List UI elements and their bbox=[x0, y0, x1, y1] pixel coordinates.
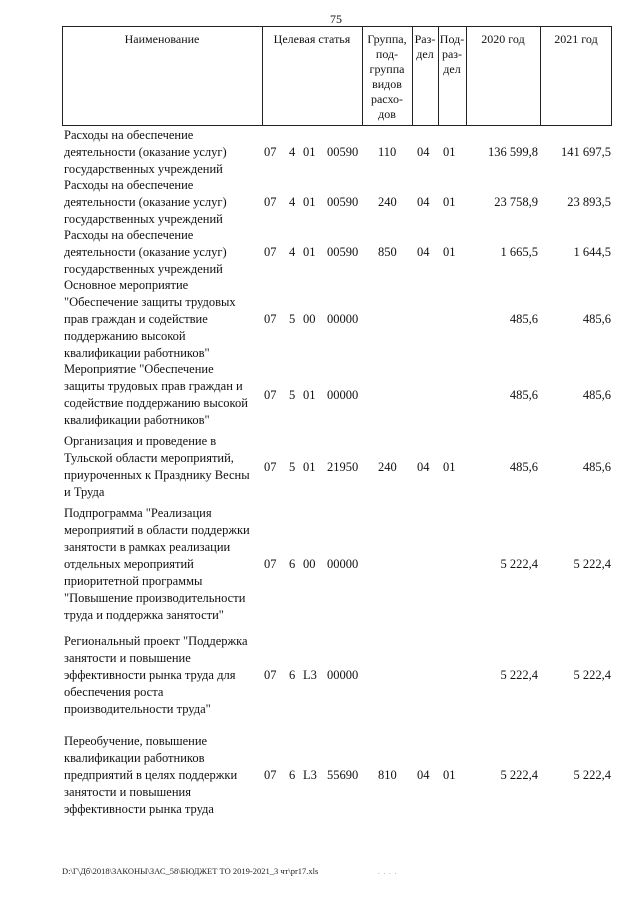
code-part-1: 07 bbox=[264, 312, 277, 326]
header-group bbox=[362, 32, 412, 122]
code-part-1: 07 bbox=[264, 195, 277, 209]
row-name bbox=[64, 277, 264, 362]
row-name bbox=[64, 505, 264, 624]
table-row bbox=[0, 177, 640, 228]
row-name-line: Расходы на обеспечение bbox=[64, 128, 194, 142]
section: 04 bbox=[417, 460, 430, 474]
row-name-line: отдельных мероприятий bbox=[64, 557, 194, 571]
row-name-line: Расходы на обеспечение bbox=[64, 228, 194, 242]
value-2020: 5 222,4 bbox=[500, 557, 538, 571]
expense-group: 240 bbox=[378, 195, 397, 209]
header-2020: 2020 год bbox=[481, 32, 525, 46]
subsection: 01 bbox=[443, 245, 456, 259]
value-2020: 485,6 bbox=[509, 388, 538, 402]
row-name-line: деятельности (оказание услуг) bbox=[64, 195, 227, 209]
row-name bbox=[64, 227, 264, 278]
code-part-2: 6 bbox=[289, 557, 296, 571]
row-name bbox=[64, 127, 264, 178]
code-part-1: 07 bbox=[264, 460, 277, 474]
header-line: дов bbox=[378, 107, 396, 121]
table-row bbox=[0, 127, 640, 178]
table-row bbox=[0, 733, 640, 818]
row-name-line: обеспечения роста bbox=[64, 685, 164, 699]
code-part-3: 01 bbox=[303, 145, 316, 159]
code-part-2: 5 bbox=[289, 312, 296, 326]
row-name-line: эффективности рынка труда для bbox=[64, 668, 236, 682]
row-name-line: квалификации работников" bbox=[64, 413, 210, 427]
code-part-2: 6 bbox=[289, 768, 296, 782]
row-name-line: Подпрограмма "Реализация bbox=[64, 506, 212, 520]
row-name bbox=[64, 733, 264, 818]
header-2021: 2021 год bbox=[554, 32, 598, 46]
row-name-line: Расходы на обеспечение bbox=[64, 178, 194, 192]
row-name-line: государственных учреждений bbox=[64, 162, 223, 176]
value-2021: 485,6 bbox=[582, 312, 611, 326]
code-part-3: L3 bbox=[303, 668, 317, 682]
expense-group: 850 bbox=[378, 245, 397, 259]
value-2021: 485,6 bbox=[582, 460, 611, 474]
table-row bbox=[0, 433, 640, 501]
section: 04 bbox=[417, 145, 430, 159]
value-2020: 485,6 bbox=[509, 312, 538, 326]
code-part-3: 01 bbox=[303, 245, 316, 259]
code-part-3: L3 bbox=[303, 768, 317, 782]
value-2021: 23 893,5 bbox=[567, 195, 611, 209]
value-2021: 5 222,4 bbox=[573, 668, 611, 682]
header-line: группа bbox=[369, 62, 405, 76]
value-2020: 23 758,9 bbox=[494, 195, 538, 209]
row-name-line: предприятий в целях поддержки bbox=[64, 768, 238, 782]
code-part-2: 4 bbox=[289, 195, 296, 209]
value-2020: 5 222,4 bbox=[500, 668, 538, 682]
header-name: Наименование bbox=[124, 32, 200, 46]
code-part-4: 00590 bbox=[327, 195, 359, 209]
row-name-line: труда и поддержка занятости" bbox=[64, 608, 224, 622]
footer-marks: . . . . bbox=[378, 868, 398, 876]
code-part-1: 07 bbox=[264, 388, 277, 402]
table-row bbox=[0, 277, 640, 362]
value-2021: 5 222,4 bbox=[573, 768, 611, 782]
header-target: Целевая статья bbox=[273, 32, 351, 46]
row-name-line: Региональный проект "Поддержка bbox=[64, 634, 248, 648]
section: 04 bbox=[417, 195, 430, 209]
row-name-line: квалификации работников bbox=[64, 751, 205, 765]
header-line: под- bbox=[375, 47, 399, 61]
code-part-1: 07 bbox=[264, 768, 277, 782]
row-name-line: содействие поддержанию высокой bbox=[64, 396, 248, 410]
row-name-line: занятости и повышения bbox=[64, 785, 191, 799]
code-part-4: 21950 bbox=[327, 460, 359, 474]
code-part-4: 00000 bbox=[327, 388, 359, 402]
row-name-line: Мероприятие "Обеспечение bbox=[64, 362, 214, 376]
code-part-4: 00000 bbox=[327, 312, 359, 326]
page-number: 75 bbox=[330, 12, 342, 26]
header-line: Под- bbox=[439, 32, 465, 46]
code-part-1: 07 bbox=[264, 245, 277, 259]
row-name-line: Основное мероприятие bbox=[64, 278, 189, 292]
header-line: Группа, bbox=[367, 32, 407, 46]
code-part-4: 55690 bbox=[327, 768, 359, 782]
value-2021: 485,6 bbox=[582, 388, 611, 402]
row-name-line: государственных учреждений bbox=[64, 262, 223, 276]
code-part-1: 07 bbox=[264, 145, 277, 159]
row-name bbox=[64, 177, 264, 228]
code-part-3: 00 bbox=[303, 557, 316, 571]
row-name bbox=[64, 361, 264, 429]
code-part-3: 01 bbox=[303, 460, 316, 474]
header-subsection bbox=[438, 32, 466, 77]
code-part-2: 5 bbox=[289, 388, 296, 402]
code-part-2: 4 bbox=[289, 245, 296, 259]
section: 04 bbox=[417, 768, 430, 782]
code-part-4: 00590 bbox=[327, 245, 359, 259]
code-part-4: 00000 bbox=[327, 557, 359, 571]
code-part-4: 00000 bbox=[327, 668, 359, 682]
row-name-line: Организация и проведение в bbox=[64, 434, 217, 448]
row-name-line: приоритетной программы bbox=[64, 574, 203, 588]
value-2021: 1 644,5 bbox=[573, 245, 611, 259]
value-2021: 141 697,5 bbox=[561, 145, 611, 159]
row-name-line: поддержанию высокой bbox=[64, 329, 186, 343]
header-line: видов bbox=[372, 77, 402, 91]
code-part-3: 00 bbox=[303, 312, 316, 326]
code-part-2: 6 bbox=[289, 668, 296, 682]
expense-group: 240 bbox=[378, 460, 397, 474]
row-name bbox=[64, 633, 264, 718]
section: 04 bbox=[417, 245, 430, 259]
row-name-line: Тульской области мероприятий, bbox=[64, 451, 234, 465]
subsection: 01 bbox=[443, 145, 456, 159]
expense-group: 110 bbox=[378, 145, 397, 159]
row-name-line: деятельности (оказание услуг) bbox=[64, 245, 227, 259]
value-2020: 1 665,5 bbox=[500, 245, 538, 259]
row-name-line: и Труда bbox=[64, 485, 105, 499]
row-name bbox=[64, 433, 264, 501]
row-name-line: занятости и повышение bbox=[64, 651, 191, 665]
table-row bbox=[0, 361, 640, 429]
header-line: дел bbox=[443, 62, 461, 76]
value-2020: 136 599,8 bbox=[488, 145, 538, 159]
row-name-line: "Обеспечение защиты трудовых bbox=[64, 295, 236, 309]
subsection: 01 bbox=[443, 768, 456, 782]
subsection: 01 bbox=[443, 195, 456, 209]
row-name-line: производительности труда" bbox=[64, 702, 211, 716]
table-row bbox=[0, 227, 640, 278]
header-line: Раз- bbox=[414, 32, 436, 46]
value-2020: 5 222,4 bbox=[500, 768, 538, 782]
row-name-line: занятости в рамках реализации bbox=[64, 540, 231, 554]
code-part-3: 01 bbox=[303, 195, 316, 209]
header-line: расхо- bbox=[370, 92, 404, 106]
row-name-line: деятельности (оказание услуг) bbox=[64, 145, 227, 159]
value-2020: 485,6 bbox=[509, 460, 538, 474]
code-part-1: 07 bbox=[264, 557, 277, 571]
header-line: дел bbox=[416, 47, 434, 61]
row-name-line: защиты трудовых прав граждан и bbox=[64, 379, 243, 393]
row-name-line: "Повышение производительности bbox=[64, 591, 246, 605]
table-row bbox=[0, 505, 640, 624]
header-line: раз- bbox=[441, 47, 463, 61]
value-2021: 5 222,4 bbox=[573, 557, 611, 571]
row-name-line: мероприятий в области поддержки bbox=[64, 523, 250, 537]
code-part-4: 00590 bbox=[327, 145, 359, 159]
row-name-line: эффективности рынка труда bbox=[64, 802, 214, 816]
code-part-3: 01 bbox=[303, 388, 316, 402]
code-part-2: 5 bbox=[289, 460, 296, 474]
row-name-line: прав граждан и содействие bbox=[64, 312, 208, 326]
table-row bbox=[0, 633, 640, 718]
expense-group: 810 bbox=[378, 768, 397, 782]
subsection: 01 bbox=[443, 460, 456, 474]
header-section bbox=[412, 32, 438, 62]
row-name-line: приуроченных к Празднику Весны bbox=[64, 468, 250, 482]
row-name-line: квалификации работников" bbox=[64, 346, 210, 360]
row-name-line: Переобучение, повышение bbox=[64, 734, 208, 748]
row-name-line: государственных учреждений bbox=[64, 212, 223, 226]
code-part-2: 4 bbox=[289, 145, 296, 159]
code-part-1: 07 bbox=[264, 668, 277, 682]
footer-file-path: D:\Г\Дб\2018\ЗАКОНЫ\ЗАС_58\БЮДЖЕТ ТО 2019-2021_3 чт\pr17.xls bbox=[62, 866, 319, 876]
